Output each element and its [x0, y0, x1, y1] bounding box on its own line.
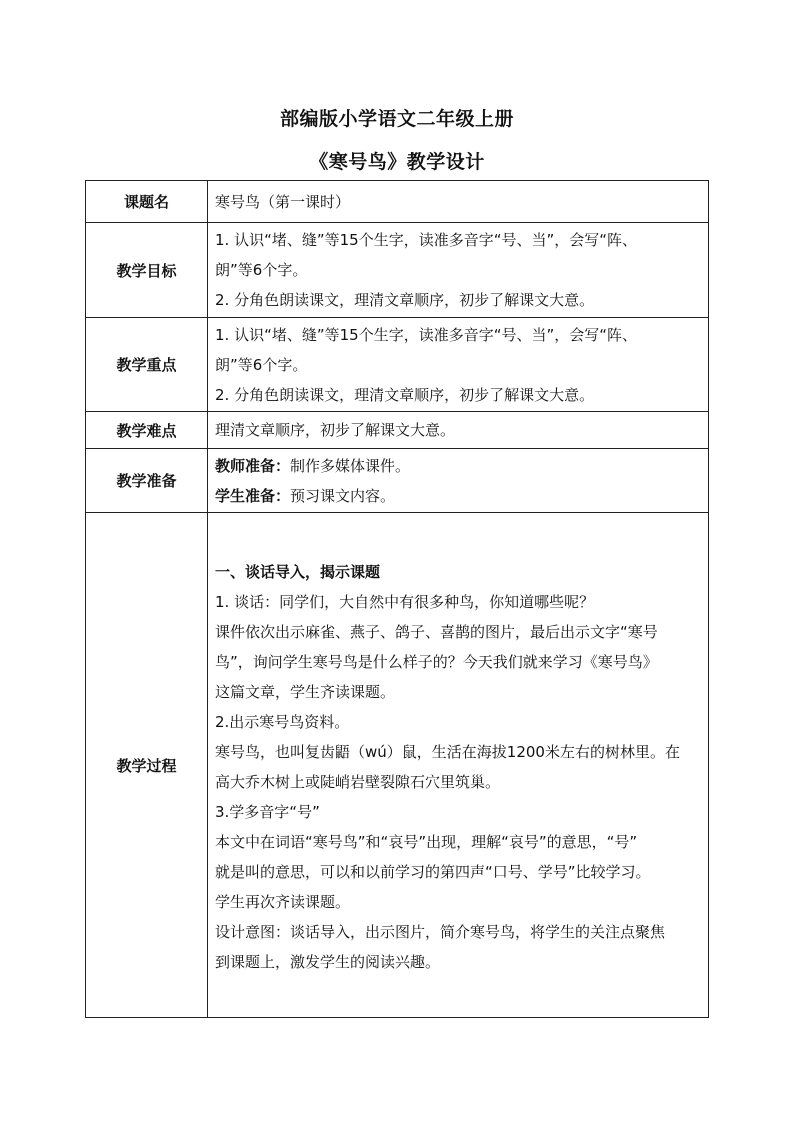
content-line: 理清文章顺序，初步了解课文大意。	[215, 421, 456, 439]
content-line: 2. 分角色朗读课文，理清文章顺序，初步了解课文大意。	[215, 291, 595, 309]
row-label-difficulties: 教学难点	[86, 412, 208, 449]
table-row	[86, 223, 709, 318]
document-subtitle: 《寒号鸟》教学设计	[309, 151, 485, 173]
teacher-prep-text: 制作多媒体课件。	[290, 456, 411, 475]
content-line: 1. 谈话：同学们，大自然中有很多种鸟，你知道哪些呢？	[215, 592, 595, 611]
document-title: 部编版小学语文二年级上册	[279, 108, 514, 130]
student-prep-text: 预习课文内容。	[290, 486, 396, 505]
content-line	[215, 451, 700, 481]
content-line: 高大乔木树上或陡峭岩壁裂隙石穴里筑巢。	[215, 772, 501, 791]
content-line: 1. 认识“堵、缝”等15个生字，读准多音字“号、当”，会写“阵、	[215, 325, 638, 344]
row-label-process: 教学过程	[86, 513, 208, 1018]
content-line: 2.出示寒号鸟资料。	[215, 712, 350, 731]
content-line: 寒号鸟，也叫复齿鼯（wú）鼠，生活在海拔1200米左右的树林里。在	[215, 742, 680, 761]
content-line: 3.学多音字“号”	[215, 802, 320, 821]
row-content-topic	[208, 181, 709, 223]
row-label-preparation: 教学准备	[86, 449, 208, 513]
table-row	[86, 449, 709, 513]
row-label-topic: 课题名	[86, 181, 208, 223]
row-content-difficulties	[208, 412, 709, 449]
content-line: 朗”等6个字。	[215, 355, 308, 374]
content-line: 2. 分角色朗读课文，理清文章顺序，初步了解课文大意。	[215, 385, 595, 404]
content-line: 鸟”，询问学生寒号鸟是什么样子的？今天我们就来学习《寒号鸟》	[215, 652, 658, 671]
content-line: 设计意图：谈话导入，出示图片，简介寒号鸟，将学生的关注点聚焦	[215, 922, 666, 941]
content-line: 本文中在词语“寒号鸟”和“哀号”出现，理解“哀号”的意思，“号”	[215, 832, 638, 851]
table-row	[86, 181, 709, 223]
row-content-preparation	[208, 449, 709, 513]
row-label-objectives: 教学目标	[86, 223, 208, 318]
section-heading: 一、谈话导入，揭示课题	[215, 562, 381, 581]
row-content-process	[208, 513, 709, 1018]
student-prep-label: 学生准备：	[215, 486, 291, 505]
row-label-key-points: 教学重点	[86, 318, 208, 412]
teacher-prep-label: 教师准备：	[215, 456, 291, 475]
content-line: 这篇文章，学生齐读课题。	[215, 682, 396, 701]
lesson-plan-table	[85, 180, 709, 1018]
content-line: 学生再次齐读课题。	[215, 892, 351, 911]
content-line: 就是叫的意思，可以和以前学习的第四声“口号、学号”比较学习。	[215, 862, 651, 881]
row-content-key-points	[208, 318, 709, 412]
row-content-objectives	[208, 223, 709, 318]
content-line: 朗”等6个字。	[215, 261, 308, 279]
content-line: 寒号鸟（第一课时）	[215, 192, 351, 211]
content-line: 1. 认识“堵、缝”等15个生字，读准多音字“号、当”，会写“阵、	[215, 231, 638, 249]
table-row	[86, 513, 709, 1018]
table-row	[86, 412, 709, 449]
content-line: 课件依次出示麻雀、燕子、鸽子、喜鹊的图片，最后出示文字“寒号	[215, 622, 658, 641]
content-line: 到课题上，激发学生的阅读兴趣。	[215, 952, 441, 971]
table-row	[86, 318, 709, 412]
content-line	[215, 481, 700, 511]
